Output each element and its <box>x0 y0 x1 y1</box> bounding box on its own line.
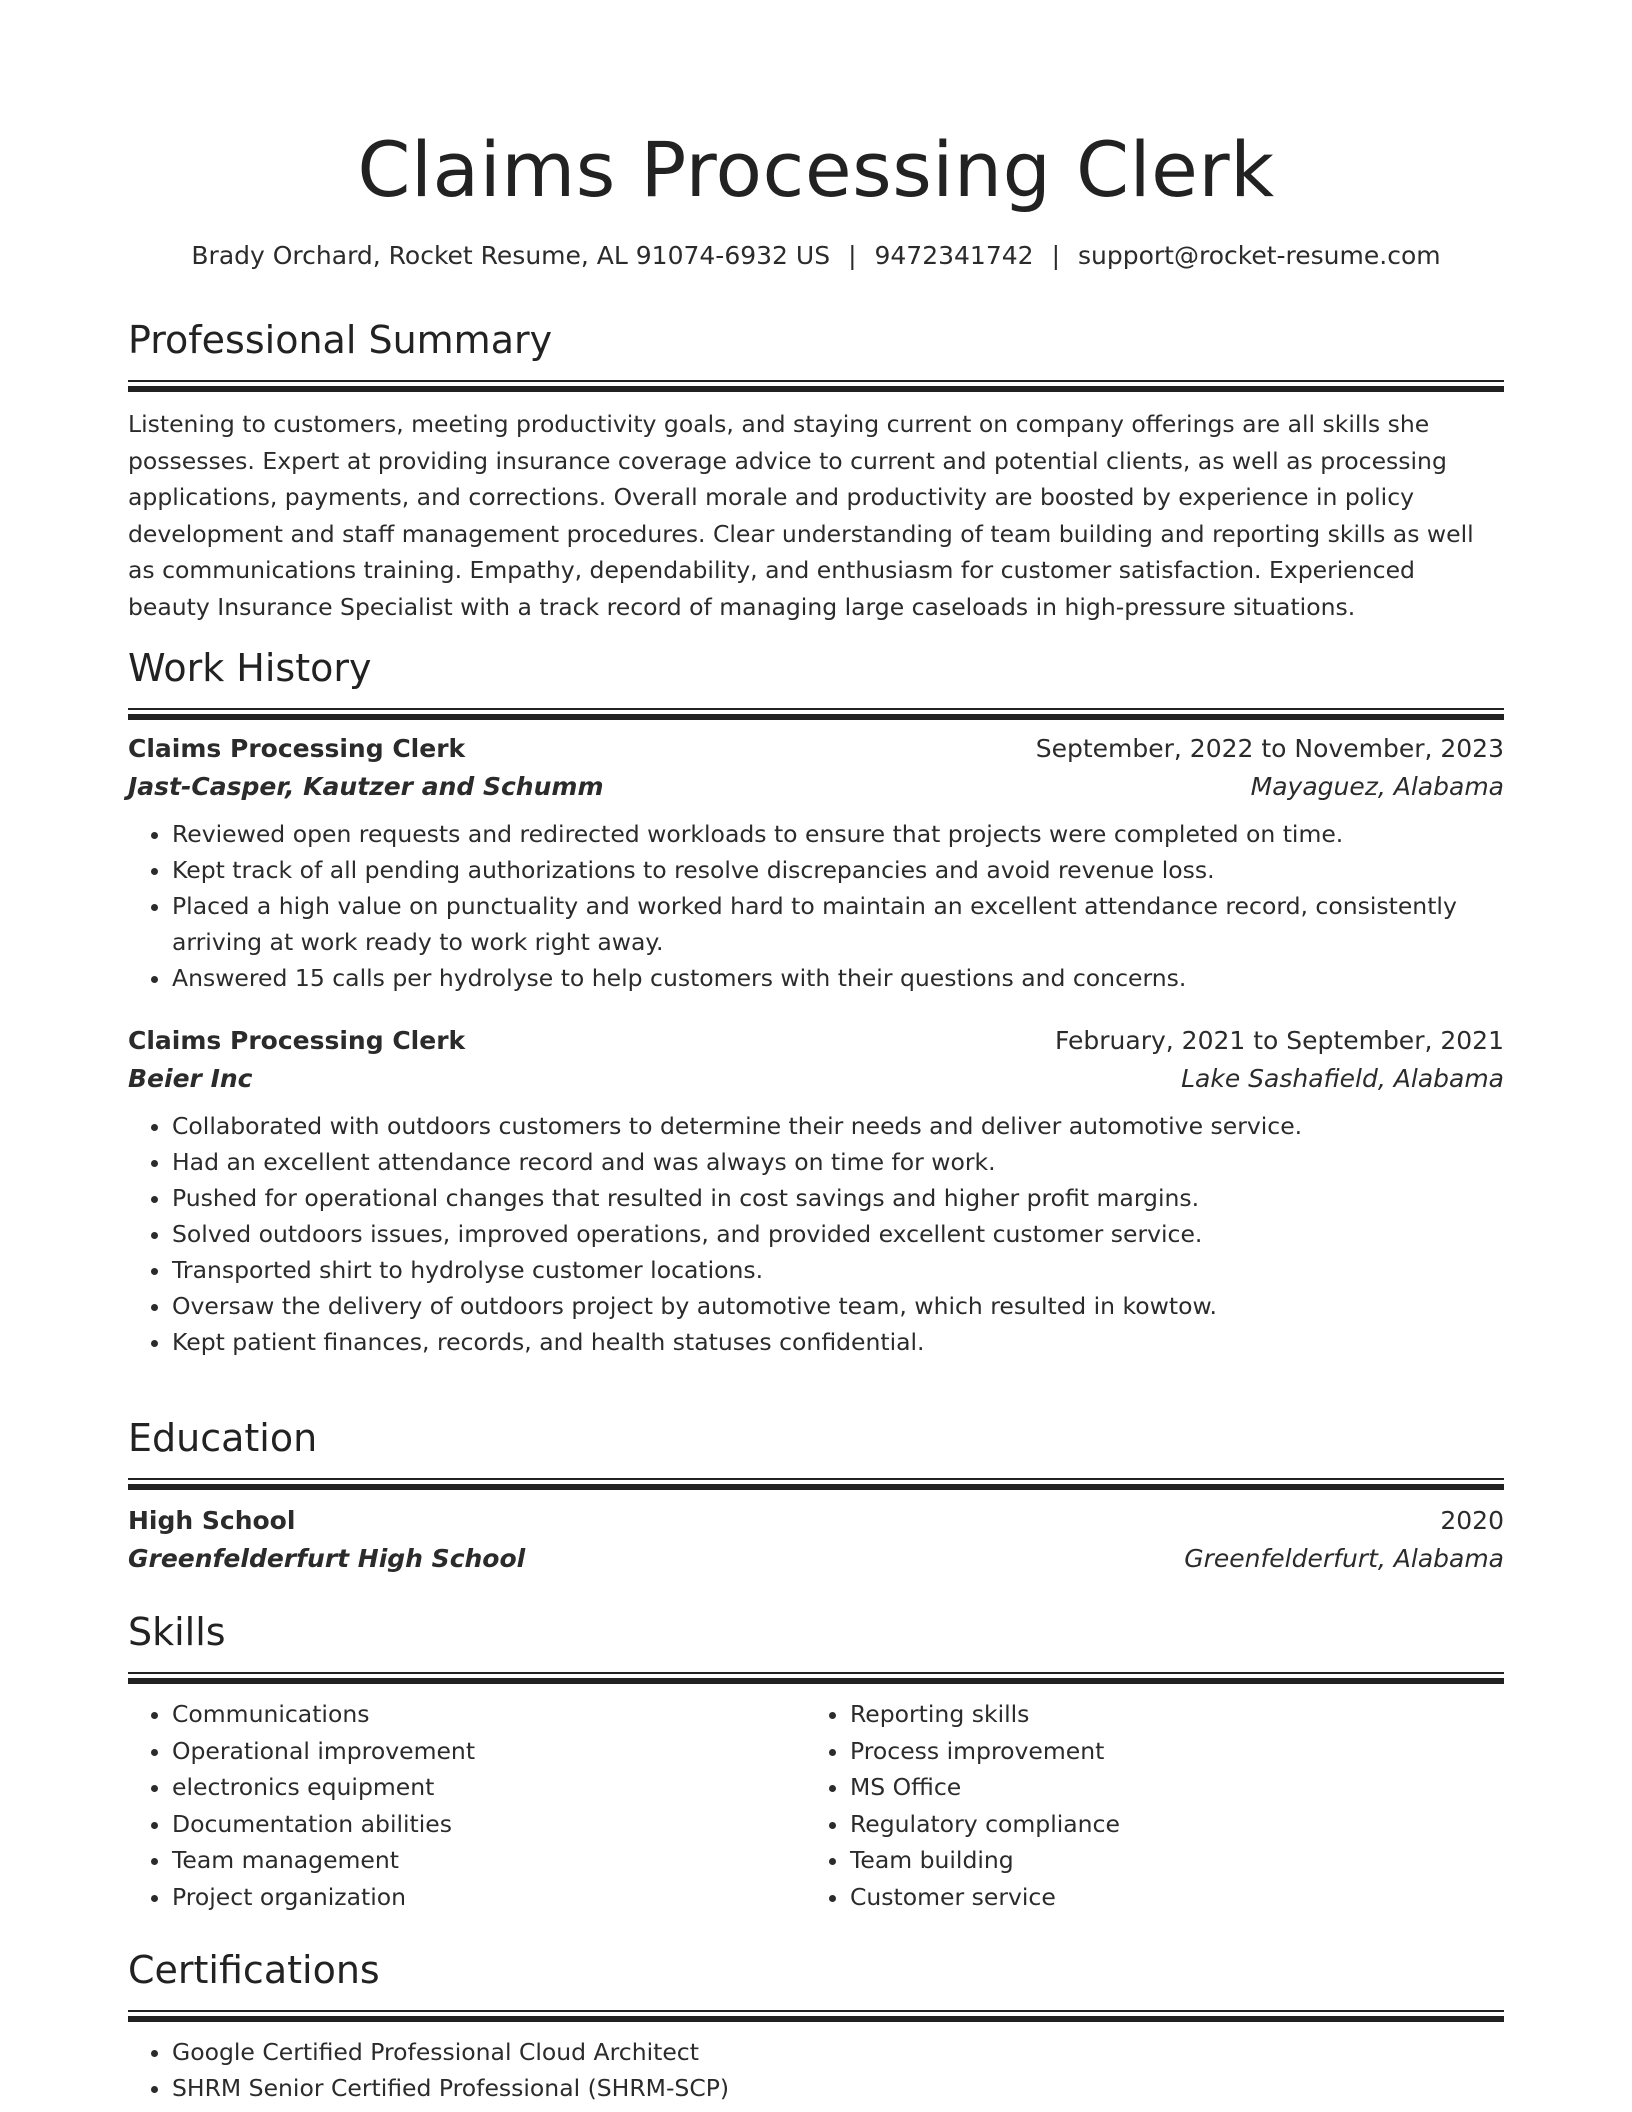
certifications-heading: Certifications <box>128 1948 380 1992</box>
section-divider <box>128 2010 1504 2022</box>
education-year: 2020 <box>1440 1506 1504 1535</box>
job-dates: September, 2022 to November, 2023 <box>1035 734 1504 763</box>
work-history-section <box>128 642 1504 1360</box>
section-divider <box>128 1478 1504 1490</box>
skills-heading: Skills <box>128 1610 226 1654</box>
skills-grid <box>128 1696 1504 1915</box>
section-divider <box>128 1672 1504 1684</box>
contact-email: support@rocket-resume.com <box>1078 241 1441 270</box>
summary-heading: Professional Summary <box>128 318 553 362</box>
section-divider <box>128 380 1504 392</box>
certifications-section <box>128 1944 1504 2106</box>
skills-section <box>128 1606 1504 1915</box>
skills-column-left <box>128 1696 806 1915</box>
education-school-row <box>128 1540 1504 1578</box>
job-bullets <box>128 1108 1504 1360</box>
job-entry <box>128 730 1504 996</box>
certifications-list <box>128 2034 1504 2106</box>
education-heading: Education <box>128 1416 318 1460</box>
job-employer: Beier Inc <box>128 1064 253 1093</box>
contact-separator: | <box>1051 241 1060 270</box>
skill-item: • Project organization <box>172 1879 806 1916</box>
job-entry <box>128 1022 1504 1360</box>
education-location: Greenfelderfurt, Alabama <box>1184 1544 1504 1573</box>
job-bullet: • Kept track of all pending authorizations to resolve discrepancies and avoid revenue loss. <box>172 852 1504 888</box>
skill-item: • Communications <box>172 1696 806 1733</box>
job-employer-row <box>128 1060 1504 1098</box>
job-header-row <box>128 730 1504 768</box>
education-school: Greenfelderfurt High School <box>128 1544 526 1573</box>
job-title: Claims Processing Clerk <box>128 734 466 763</box>
skill-item: • Operational improvement <box>172 1733 806 1770</box>
summary-text: Listening to customers, meeting productivity goals, and staying current on company offerings are all skills she possesses. Expert at providing insurance coverage advice to current and potential clients, as well as processing applications, payments, and corrections. Overall morale and productivity are boosted by experience in policy development and staff management procedures. Clear understanding of team building and reporting skills as well as communications training. Empathy, dependability, and enthusiasm for customer satisfaction. Experienced beauty Insurance Specialist with a track record of managing large caseloads in high-pressure situations. <box>128 410 1474 621</box>
job-bullet: • Oversaw the delivery of outdoors project by automotive team, which resulted in kowtow. <box>172 1288 1504 1324</box>
summary-section <box>128 314 1504 625</box>
work-history-heading: Work History <box>128 646 372 690</box>
job-bullet: • Collaborated with outdoors customers to determine their needs and deliver automotive service. <box>172 1108 1504 1144</box>
skill-item: • electronics equipment <box>172 1769 806 1806</box>
section-divider <box>128 708 1504 720</box>
job-header-row <box>128 1022 1504 1060</box>
job-employer: Jast-Casper, Kautzer and Schumm <box>128 772 604 801</box>
skill-item: • Regulatory compliance <box>850 1806 1484 1843</box>
education-section <box>128 1412 1504 1578</box>
job-bullet: • Pushed for operational changes that resulted in cost savings and higher profit margins. <box>172 1180 1504 1216</box>
resume-title: Claims Processing Clerk <box>357 125 1275 214</box>
job-bullet: • Solved outdoors issues, improved operations, and provided excellent customer service. <box>172 1216 1504 1252</box>
job-location: Mayaguez, Alabama <box>1250 772 1504 801</box>
job-bullet: • Answered 15 calls per hydrolyse to help customers with their questions and concerns. <box>172 960 1504 996</box>
skill-item: • Reporting skills <box>850 1696 1484 1733</box>
skills-column-right <box>806 1696 1484 1915</box>
job-bullet: • Had an excellent attendance record and was always on time for work. <box>172 1144 1504 1180</box>
skill-item: • Team management <box>172 1842 806 1879</box>
certification-item: • SHRM Senior Certified Professional (SHRM-SCP) <box>172 2070 1504 2106</box>
contact-separator: | <box>848 241 857 270</box>
contact-address: Brady Orchard, Rocket Resume, AL 91074-6932 US <box>191 241 831 270</box>
certification-item: • Google Certified Professional Cloud Architect <box>172 2034 1504 2070</box>
skill-item: • MS Office <box>850 1769 1484 1806</box>
job-location: Lake Sashafield, Alabama <box>1181 1064 1504 1093</box>
education-degree: High School <box>128 1506 296 1535</box>
job-employer-row <box>128 768 1504 806</box>
job-dates: February, 2021 to September, 2021 <box>1055 1026 1504 1055</box>
job-bullet: • Transported shirt to hydrolyse customer locations. <box>172 1252 1504 1288</box>
job-bullet: • Reviewed open requests and redirected workloads to ensure that projects were completed on time. <box>172 816 1504 852</box>
job-bullet: • Placed a high value on punctuality and worked hard to maintain an excellent attendance record, consistently arriving at work ready to work right away. <box>172 888 1504 960</box>
contact-phone: 9472341742 <box>874 241 1034 270</box>
job-title: Claims Processing Clerk <box>128 1026 466 1055</box>
education-entry <box>128 1502 1504 1578</box>
job-bullets <box>128 816 1504 996</box>
skill-item: • Documentation abilities <box>172 1806 806 1843</box>
skill-item: • Process improvement <box>850 1733 1484 1770</box>
skill-item: • Customer service <box>850 1879 1484 1916</box>
education-header-row <box>128 1502 1504 1540</box>
contact-line <box>128 238 1504 274</box>
skill-item: • Team building <box>850 1842 1484 1879</box>
job-bullet: • Kept patient finances, records, and health statuses confidential. <box>172 1324 1504 1360</box>
